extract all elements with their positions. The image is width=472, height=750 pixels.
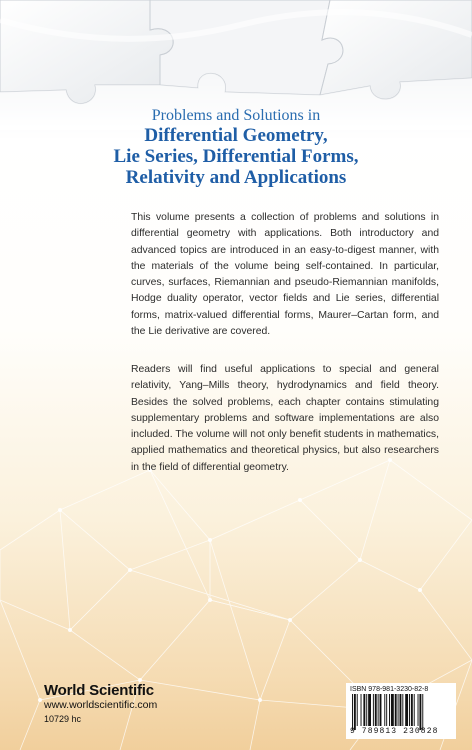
catalog-code: 10729 hc: [44, 714, 82, 724]
barcode-image: [350, 694, 452, 730]
publisher-block: [44, 682, 157, 725]
barcode-digits: 9 789813 230828: [350, 727, 439, 736]
publisher-url: www.worldscientific.com: [44, 699, 158, 711]
book-title-line-1: Differential Geometry,: [144, 125, 328, 146]
description-paragraph: This volume presents a collection of problems and solutions in differential geometry with applications. Both introductory and advanced topics are introduced in an easy-to-digest manner, with the materials of the volume being self-contained. In particular, curves, surfaces, Riemannian and pseudo-Riemannian manifolds, Hodge duality operator, vector fields and Lie series, differential forms, matrix-valued differential forms, Maurer–Cartan form, and the Lie derivative are covered.: [131, 212, 439, 338]
isbn-label: ISBN 978-981-3230-82-8: [350, 686, 429, 693]
title-block: [40, 107, 432, 188]
book-title-line-2: Lie Series, Differential Forms,: [113, 146, 359, 167]
description-paragraph: Readers will find useful applications to special and general relativity, Yang–Mills theory, hydrodynamics and field theory. Besides the solved problems, each chapter contains stimulating supplementary problems and software implementations are also included. The volume will not only benefit students in mathematics, applied mathematics and theoretical physics, but also researchers in the field of differential geometry.: [131, 364, 439, 473]
book-title-line-3: Relativity and Applications: [125, 167, 347, 188]
barcode-panel: [346, 683, 456, 739]
publisher-logo-text: World Scientific: [44, 682, 154, 699]
series-title: Problems and Solutions in: [151, 107, 321, 124]
